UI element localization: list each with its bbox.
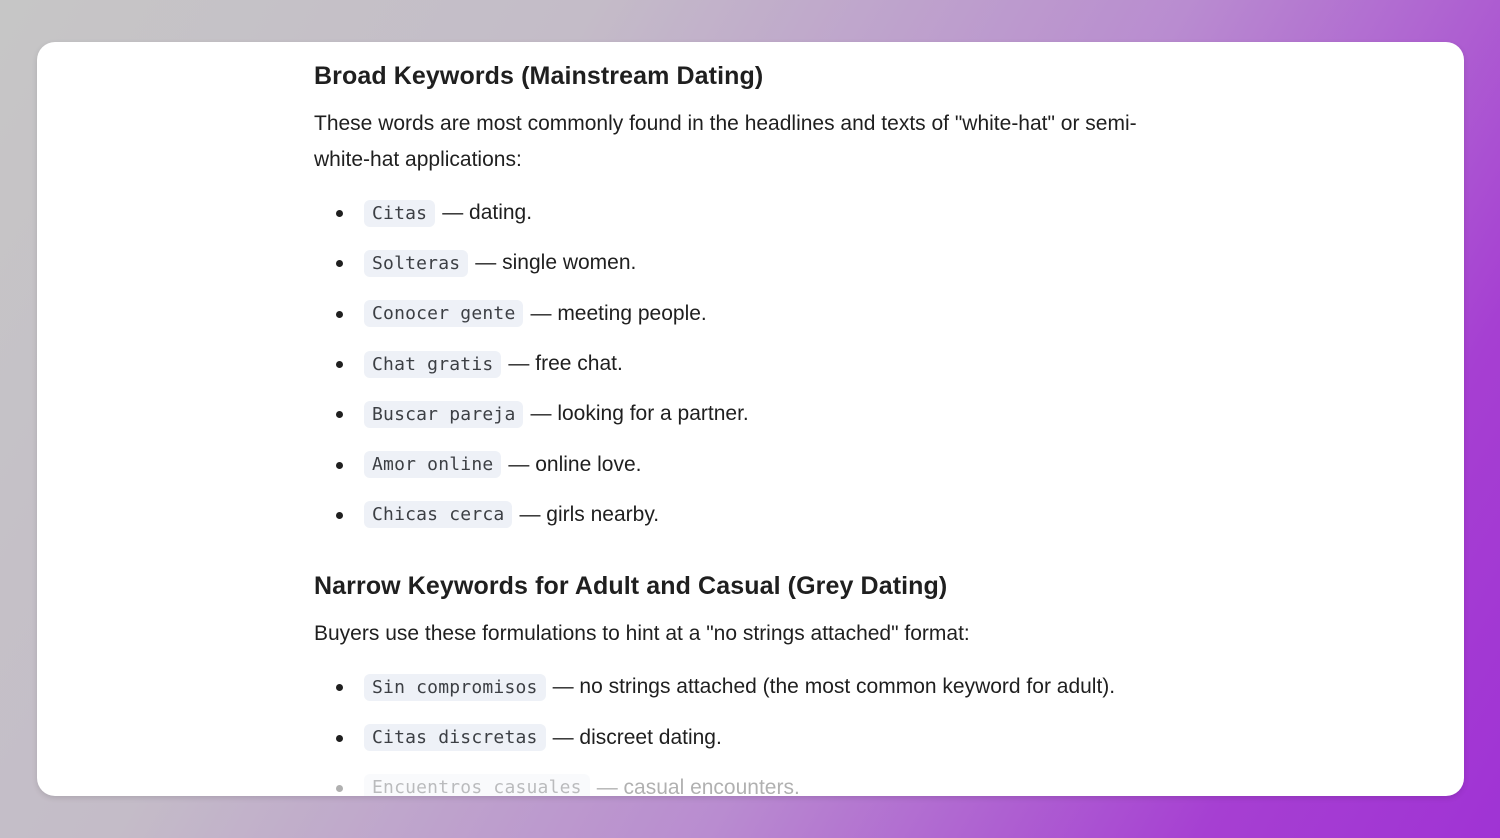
list-item xyxy=(314,339,1194,389)
broad-keywords-list xyxy=(314,188,1194,540)
keyword-code: Chat gratis xyxy=(364,351,501,378)
list-item xyxy=(314,662,1194,712)
content-card xyxy=(37,42,1464,796)
keyword-code: Conocer gente xyxy=(364,300,523,327)
section-heading-narrow-keywords: Narrow Keywords for Adult and Casual (Grey Dating) xyxy=(314,572,948,601)
keyword-description: — no strings attached (the most common keyword for adult). xyxy=(552,675,1116,699)
list-item xyxy=(314,763,1194,796)
keyword-description: — meeting people. xyxy=(530,301,707,325)
list-item xyxy=(314,712,1194,762)
bullet-dot xyxy=(336,512,343,519)
bullet-dot xyxy=(336,311,343,318)
keyword-description: — looking for a partner. xyxy=(530,402,749,426)
keyword-description: — dating. xyxy=(442,201,533,225)
bullet-dot xyxy=(336,684,343,691)
keyword-code: Buscar pareja xyxy=(364,401,523,428)
list-item xyxy=(314,188,1194,238)
section-intro-broad-keywords xyxy=(314,106,1194,178)
bullet-dot xyxy=(336,462,343,469)
list-item xyxy=(314,289,1194,339)
keyword-code: Citas xyxy=(364,200,435,227)
keyword-description: — online love. xyxy=(508,452,642,476)
keyword-code: Citas discretas xyxy=(364,724,546,751)
keyword-code: Chicas cerca xyxy=(364,501,512,528)
keyword-code: Solteras xyxy=(364,250,468,277)
list-item xyxy=(314,238,1194,288)
list-item xyxy=(314,490,1194,540)
keyword-description: — free chat. xyxy=(508,352,623,376)
keyword-description: — discreet dating. xyxy=(552,725,722,749)
bullet-dot xyxy=(336,785,343,792)
section-heading-broad-keywords: Broad Keywords (Mainstream Dating) xyxy=(314,62,764,90)
keyword-code: Encuentros casuales xyxy=(364,774,590,796)
section-intro-narrow-keywords: Buyers use these formulations to hint at a "no strings attached" format: xyxy=(314,622,970,646)
article-content xyxy=(314,56,1194,796)
list-item xyxy=(314,389,1194,439)
intro-line-2: white-hat applications: xyxy=(314,148,522,171)
narrow-keywords-list xyxy=(314,662,1194,796)
keyword-description: — single women. xyxy=(475,251,637,275)
keyword-code: Amor online xyxy=(364,451,501,478)
bullet-dot xyxy=(336,411,343,418)
intro-line-1: These words are most commonly found in the headlines and texts of "white-hat" or semi- xyxy=(314,112,1137,135)
keyword-description: — girls nearby. xyxy=(519,502,660,526)
bullet-dot xyxy=(336,260,343,267)
keyword-code: Sin compromisos xyxy=(364,674,546,701)
bullet-dot xyxy=(336,361,343,368)
list-item xyxy=(314,439,1194,489)
bullet-dot xyxy=(336,210,343,217)
keyword-description: — casual encounters. xyxy=(596,775,800,796)
section-narrow-keywords xyxy=(314,566,1194,796)
bullet-dot xyxy=(336,735,343,742)
